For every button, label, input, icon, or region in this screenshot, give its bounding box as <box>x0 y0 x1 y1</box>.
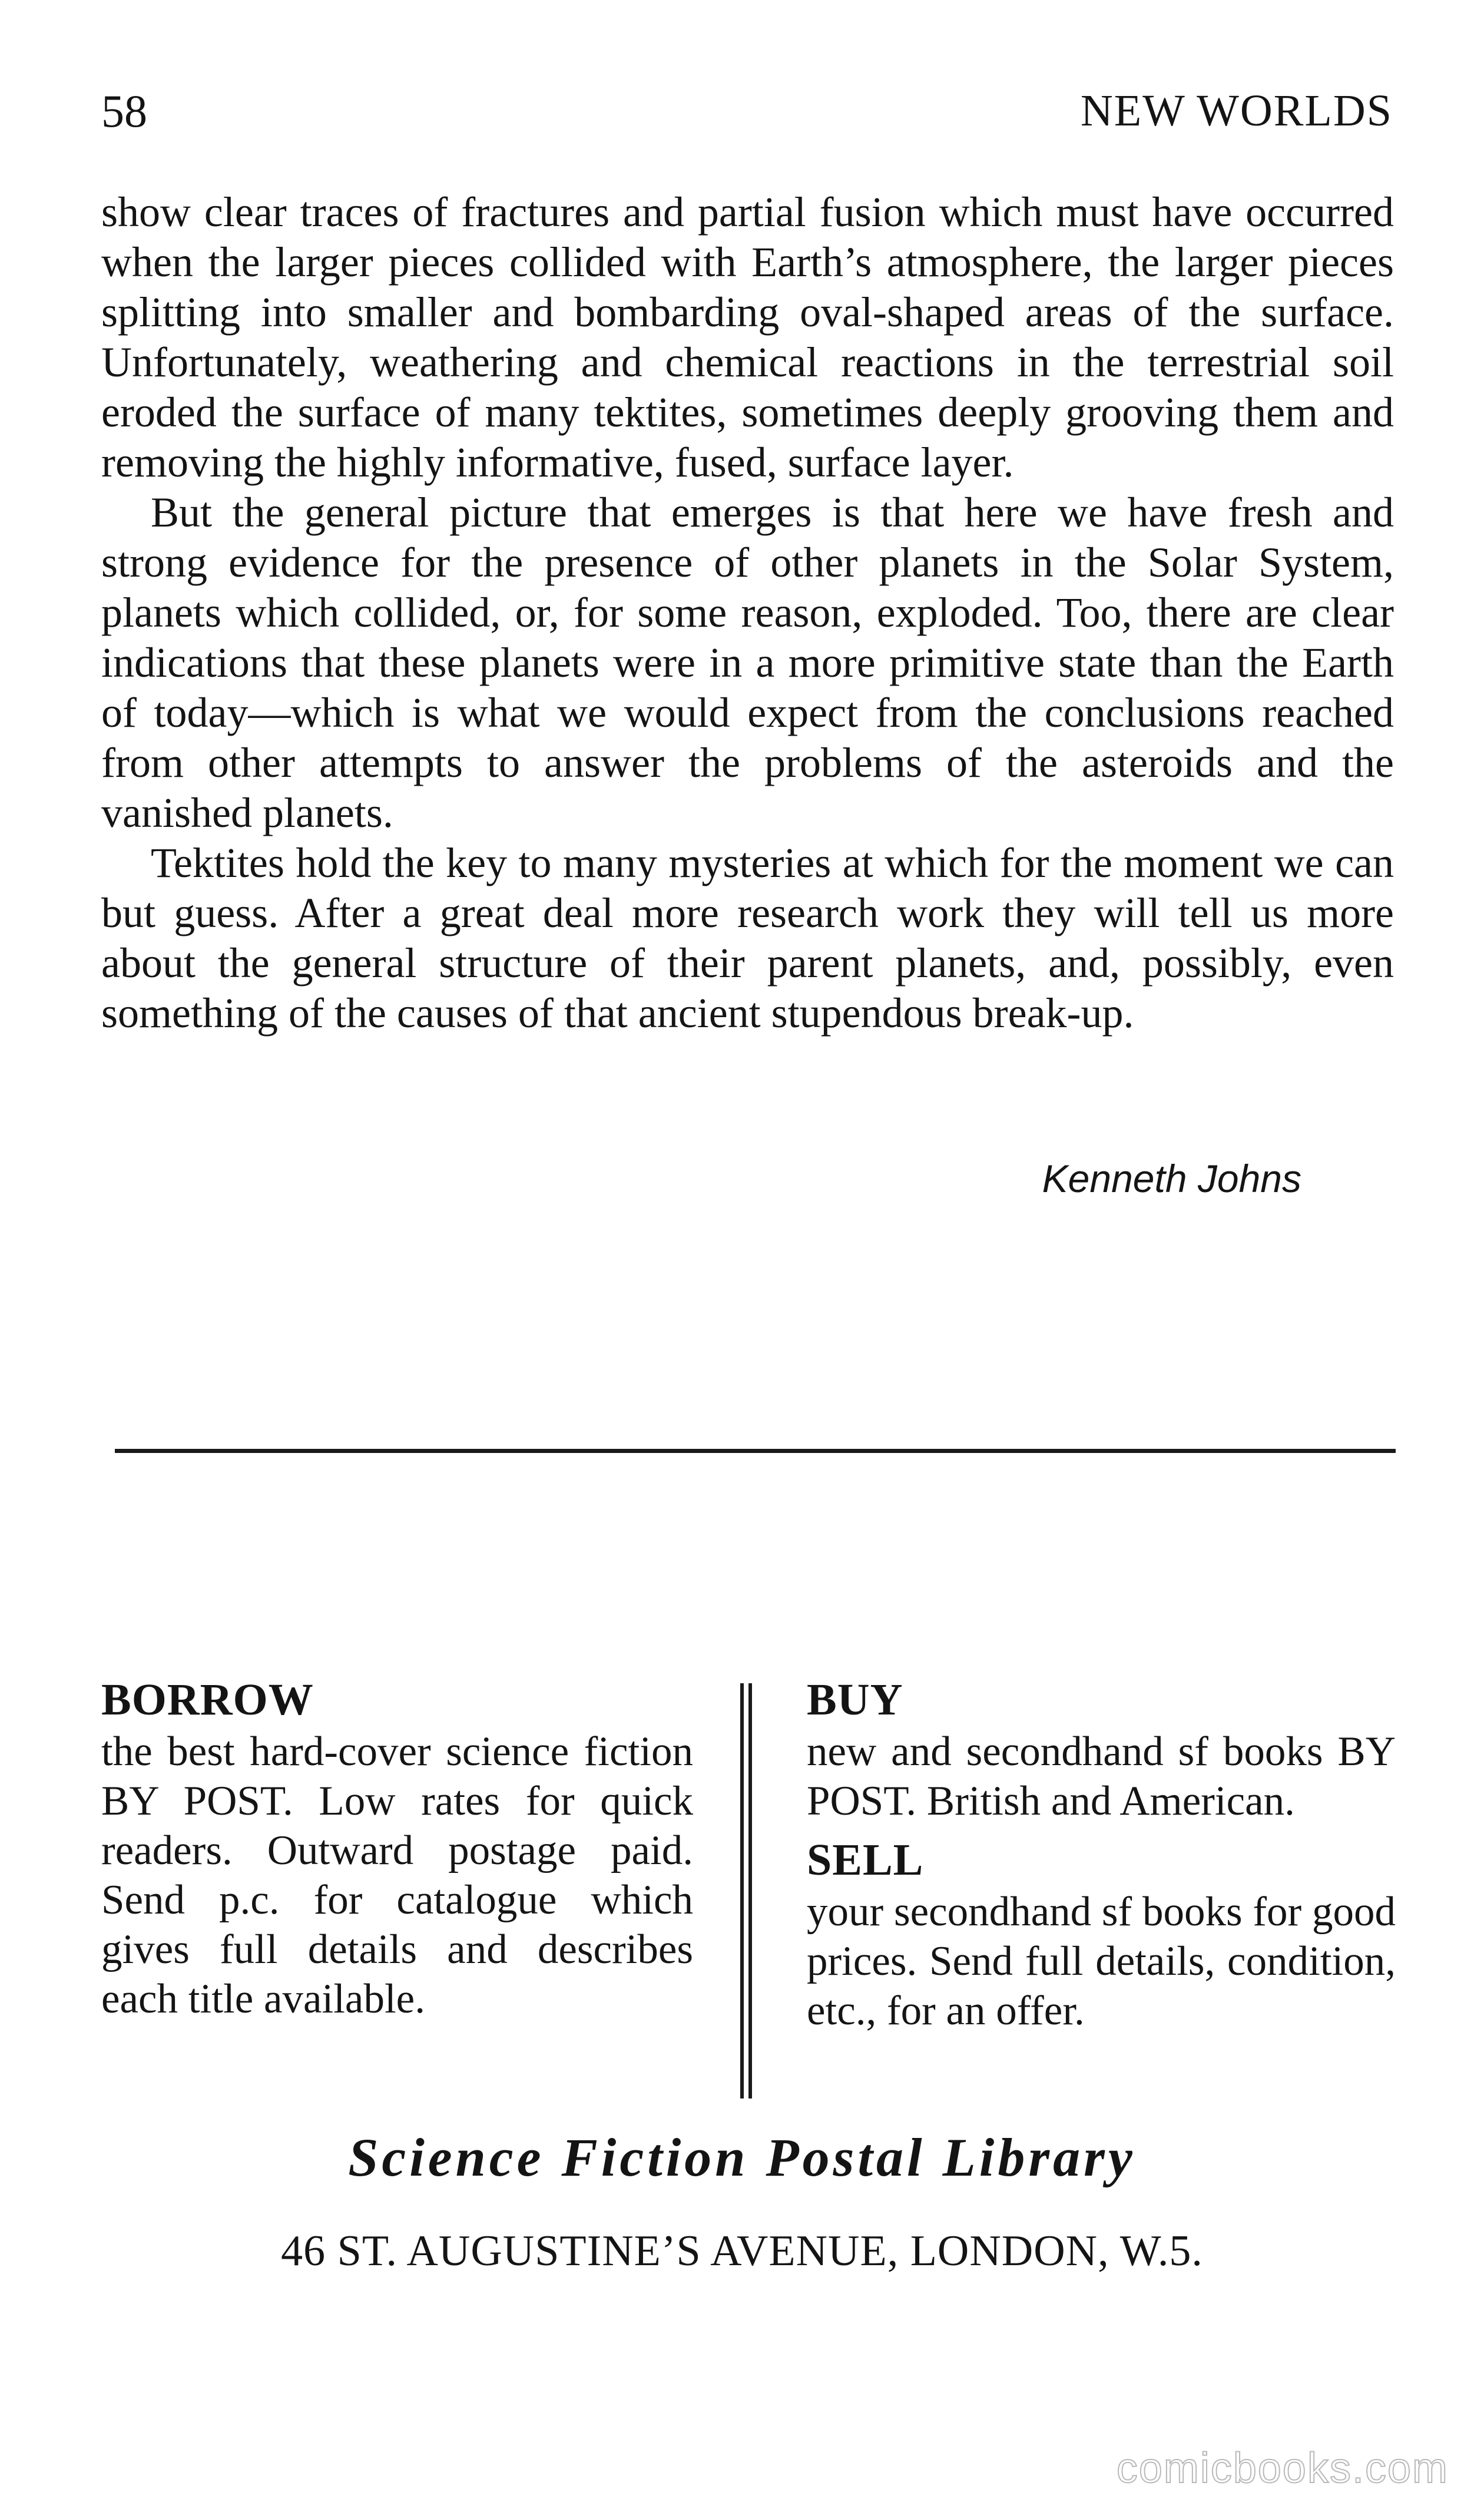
advert-sell-text: your secondhand sf books for good prices. Send full details, condition, etc., for an offer. <box>807 1889 1396 2034</box>
article-paragraph: But the general picture that emerges is that here we have fresh and strong evidence for the presence of other planets in the Solar System, planets which collided, or, for some reason, exploded. Too, there are clear indications that these planets were in a more primitive state than the Earth of today—which is what we would expect from the conclusions reached from other attempts to answer the problems of the asteroids and the vanished planets. <box>101 489 1394 836</box>
watermark: comicbooks.com <box>1116 2445 1449 2492</box>
advert-buy-sell-column <box>807 1673 1396 2043</box>
page-number: 58 <box>101 85 147 137</box>
advert-column-divider <box>748 1683 752 2098</box>
advert-borrow-column <box>101 1673 693 2031</box>
author-signature: Kenneth Johns <box>1042 1157 1301 1200</box>
advert-column-divider <box>740 1683 744 2098</box>
library-name: Science Fiction Postal Library <box>348 2127 1136 2187</box>
advert-borrow-heading: BORROW <box>101 1675 314 1724</box>
advert-buy-text: new and secondhand sf books BY POST. British and American. <box>807 1729 1396 1824</box>
advert-buy-heading: BUY <box>807 1675 903 1724</box>
library-address: 46 ST. AUGUSTINE’S AVENUE, LONDON, W.5. <box>281 2227 1203 2275</box>
running-head: NEW WORLDS <box>1080 86 1393 135</box>
article-body <box>101 187 1394 1038</box>
advert-borrow-text: the best hard-cover science fiction BY POST. Low rates for quick readers. Outward postage paid. Send p.c. for catalogue which gives full details and describes each title available. <box>101 1729 693 2022</box>
article-paragraph: Tektites hold the key to many mysteries at which for the moment we can but guess. After a great deal more research work they will tell us more about the general structure of their parent planets, and, possibly, even something of the causes of that ancient stupendous break-up. <box>101 839 1394 1037</box>
advert-sell-heading: SELL <box>807 1835 924 1885</box>
article-paragraph: show clear traces of fractures and partial fusion which must have occurred when the larger pieces collided with Earth’s atmosphere, the larger pieces splitting into smaller and bombarding oval-shaped areas of the surface. Unfortunately, weathering and chemical reactions in the terrestrial soil eroded the surface of many tektites, sometimes deeply grooving them and removing the highly informative, fused, surface layer. <box>101 188 1394 486</box>
section-divider-rule <box>115 1449 1396 1453</box>
